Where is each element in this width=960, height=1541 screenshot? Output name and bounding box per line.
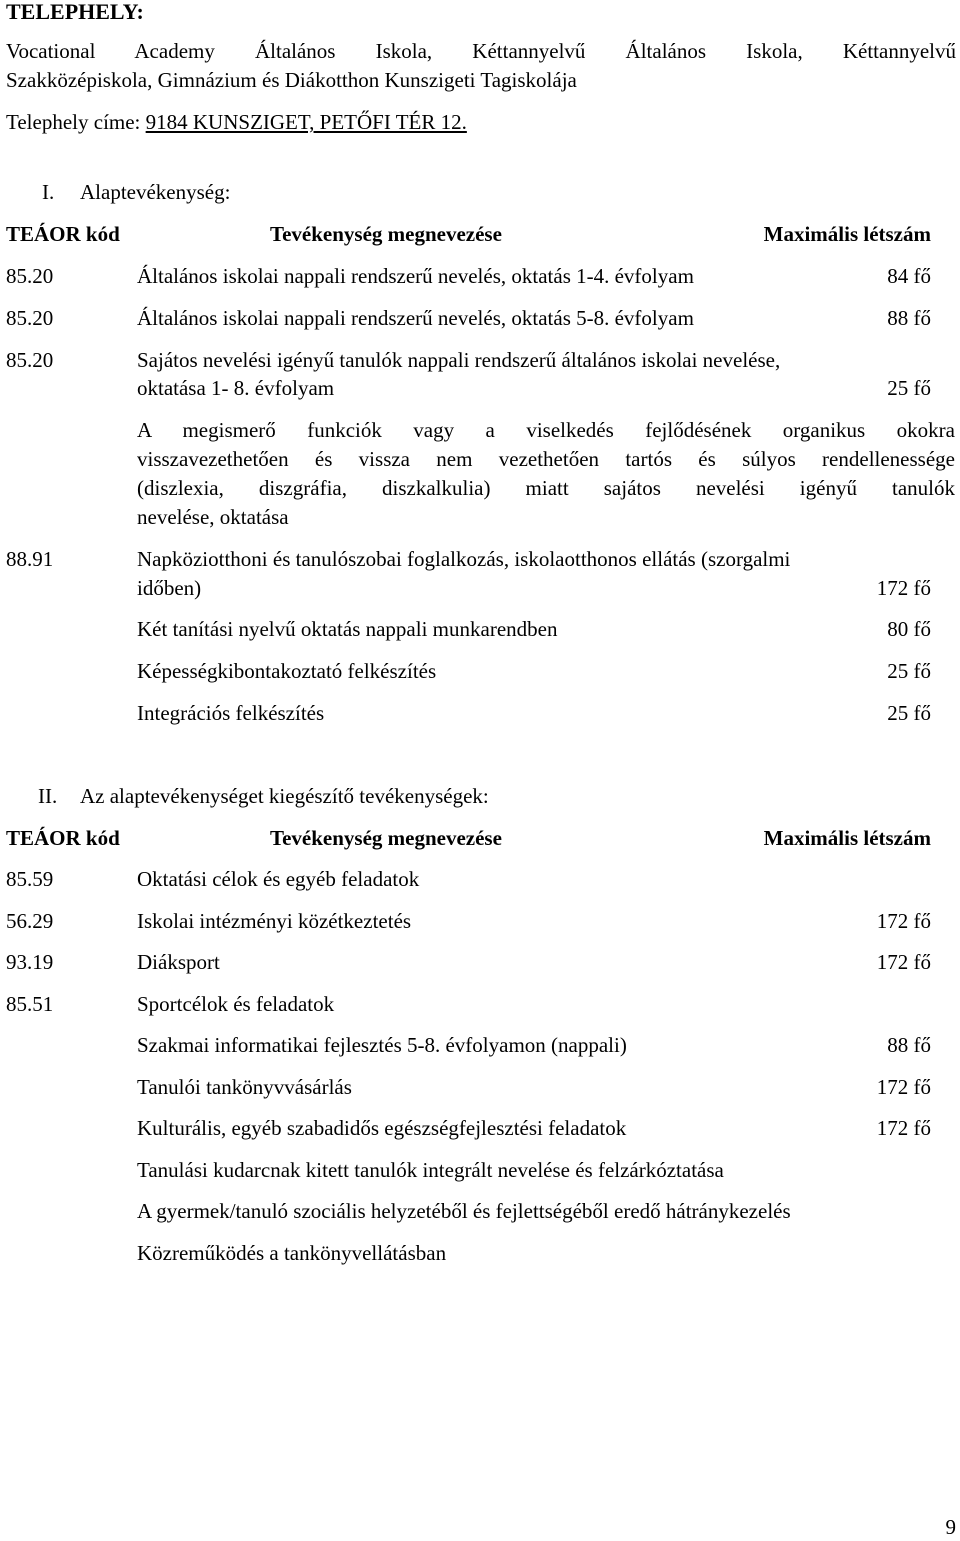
s1-row1-code: 85.20 (6, 264, 54, 288)
s2-row1-activity: Oktatási célok és egyéb feladatok (137, 867, 420, 891)
s2-row2-code: 56.29 (6, 909, 54, 933)
s2-sub3-max: 172 fő (876, 1116, 931, 1140)
s1-sub1-activity: Két tanítási nyelvű oktatás nappali munkarendben (137, 617, 558, 641)
s2-row3-code: 93.19 (6, 950, 54, 974)
section2-header-max: Maximális létszám (763, 826, 931, 850)
s1-row2-code: 85.20 (6, 306, 54, 330)
s1-row8891-activity-line2: időben) (137, 576, 202, 600)
s1-sub3-activity: Integrációs felkészítés (137, 701, 325, 725)
s1-row8891-code: 88.91 (6, 547, 54, 571)
s2-row4-code: 85.51 (6, 992, 54, 1016)
s1-sub2-activity: Képességkibontakoztató felkészítés (137, 659, 437, 683)
section2-number: II. (38, 784, 58, 808)
s1-row1-activity: Általános iskolai nappali rendszerű nevelés, oktatás 1-4. évfolyam (137, 264, 694, 288)
s2-sub2-activity: Tanulói tankönyvvásárlás (137, 1075, 352, 1099)
special-note-line2: visszavezethetően és vissza nem vezethetően tartós és súlyos rendellenessége (137, 447, 955, 471)
s1-row8891-activity-line1: Napköziotthoni és tanulószobai foglalkozás, iskolaotthonos ellátás (szorgalmi (137, 547, 791, 571)
s1-row8891-max: 172 fő (876, 576, 931, 600)
s2-sub1-activity: Szakmai informatikai fejlesztés 5-8. évfolyamon (nappali) (137, 1033, 627, 1057)
address-label: Telephely címe: (6, 110, 146, 134)
section2-header-activity: Tevékenység megnevezése (270, 826, 502, 850)
address-value: 9184 KUNSZIGET, PETŐFI TÉR 12. (145, 110, 467, 134)
s2-sub1-max: 88 fő (887, 1033, 931, 1057)
s1-sub2-max: 25 fő (887, 659, 931, 683)
special-note-line4: nevelése, oktatása (137, 505, 289, 529)
address-line (6, 108, 467, 136)
page-number: 9 (945, 1515, 956, 1539)
section1-title: Alaptevékenység: (80, 180, 231, 204)
s1-row1-max: 84 fő (887, 264, 931, 288)
s1-sub3-max: 25 fő (887, 701, 931, 725)
page-heading: TELEPHELY: (6, 0, 144, 24)
section2-title: Az alaptevékenységet kiegészítő tevékenységek: (80, 784, 489, 808)
s2-sub5-activity: A gyermek/tanuló szociális helyzetéből és fejlettségéből eredő hátránykezelés (137, 1199, 791, 1223)
s2-row3-activity: Diáksport (137, 950, 220, 974)
s1-row3-code: 85.20 (6, 348, 54, 372)
s2-sub6-activity: Közreműködés a tankönyvellátásban (137, 1241, 447, 1265)
special-note-line1: A megismerő funkciók vagy a viselkedés fejlődésének organikus okokra (137, 418, 955, 442)
s2-row4-activity: Sportcélok és feladatok (137, 992, 335, 1016)
school-name (6, 37, 956, 95)
s2-row2-activity: Iskolai intézményi közétkeztetés (137, 909, 412, 933)
s2-row3-max: 172 fő (876, 950, 931, 974)
s1-row3-activity-line2: oktatása 1- 8. évfolyam (137, 376, 335, 400)
special-needs-note (137, 416, 955, 532)
section2-header-code: TEÁOR kód (6, 826, 120, 850)
school-name-line1: Vocational Academy Általános Iskola, Kéttannyelvű Általános Iskola, Kéttannyelvű (6, 39, 956, 63)
s2-row2-max: 172 fő (876, 909, 931, 933)
s1-sub1-max: 80 fő (887, 617, 931, 641)
s1-row3-activity-line1: Sajátos nevelési igényű tanulók nappali rendszerű általános iskolai nevelése, (137, 348, 781, 372)
section1-number: I. (42, 180, 55, 204)
section1-header-max: Maximális létszám (763, 222, 931, 246)
s2-sub2-max: 172 fő (876, 1075, 931, 1099)
s2-row1-code: 85.59 (6, 867, 54, 891)
section1-header-code: TEÁOR kód (6, 222, 120, 246)
s1-row3-max: 25 fő (887, 376, 931, 400)
s1-row2-activity: Általános iskolai nappali rendszerű nevelés, oktatás 5-8. évfolyam (137, 306, 694, 330)
section1-header-activity: Tevékenység megnevezése (270, 222, 502, 246)
s2-sub3-activity: Kulturális, egyéb szabadidős egészségfejlesztési feladatok (137, 1116, 627, 1140)
school-name-line2: Szakközépiskola, Gimnázium és Diákotthon Kunszigeti Tagiskolája (6, 68, 577, 92)
s1-row2-max: 88 fő (887, 306, 931, 330)
special-note-line3: (diszlexia, diszgráfia, diszkalkulia) miatt sajátos nevelési igényű tanulók (137, 476, 955, 500)
s2-sub4-activity: Tanulási kudarcnak kitett tanulók integrált nevelése és felzárkóztatása (137, 1158, 724, 1182)
